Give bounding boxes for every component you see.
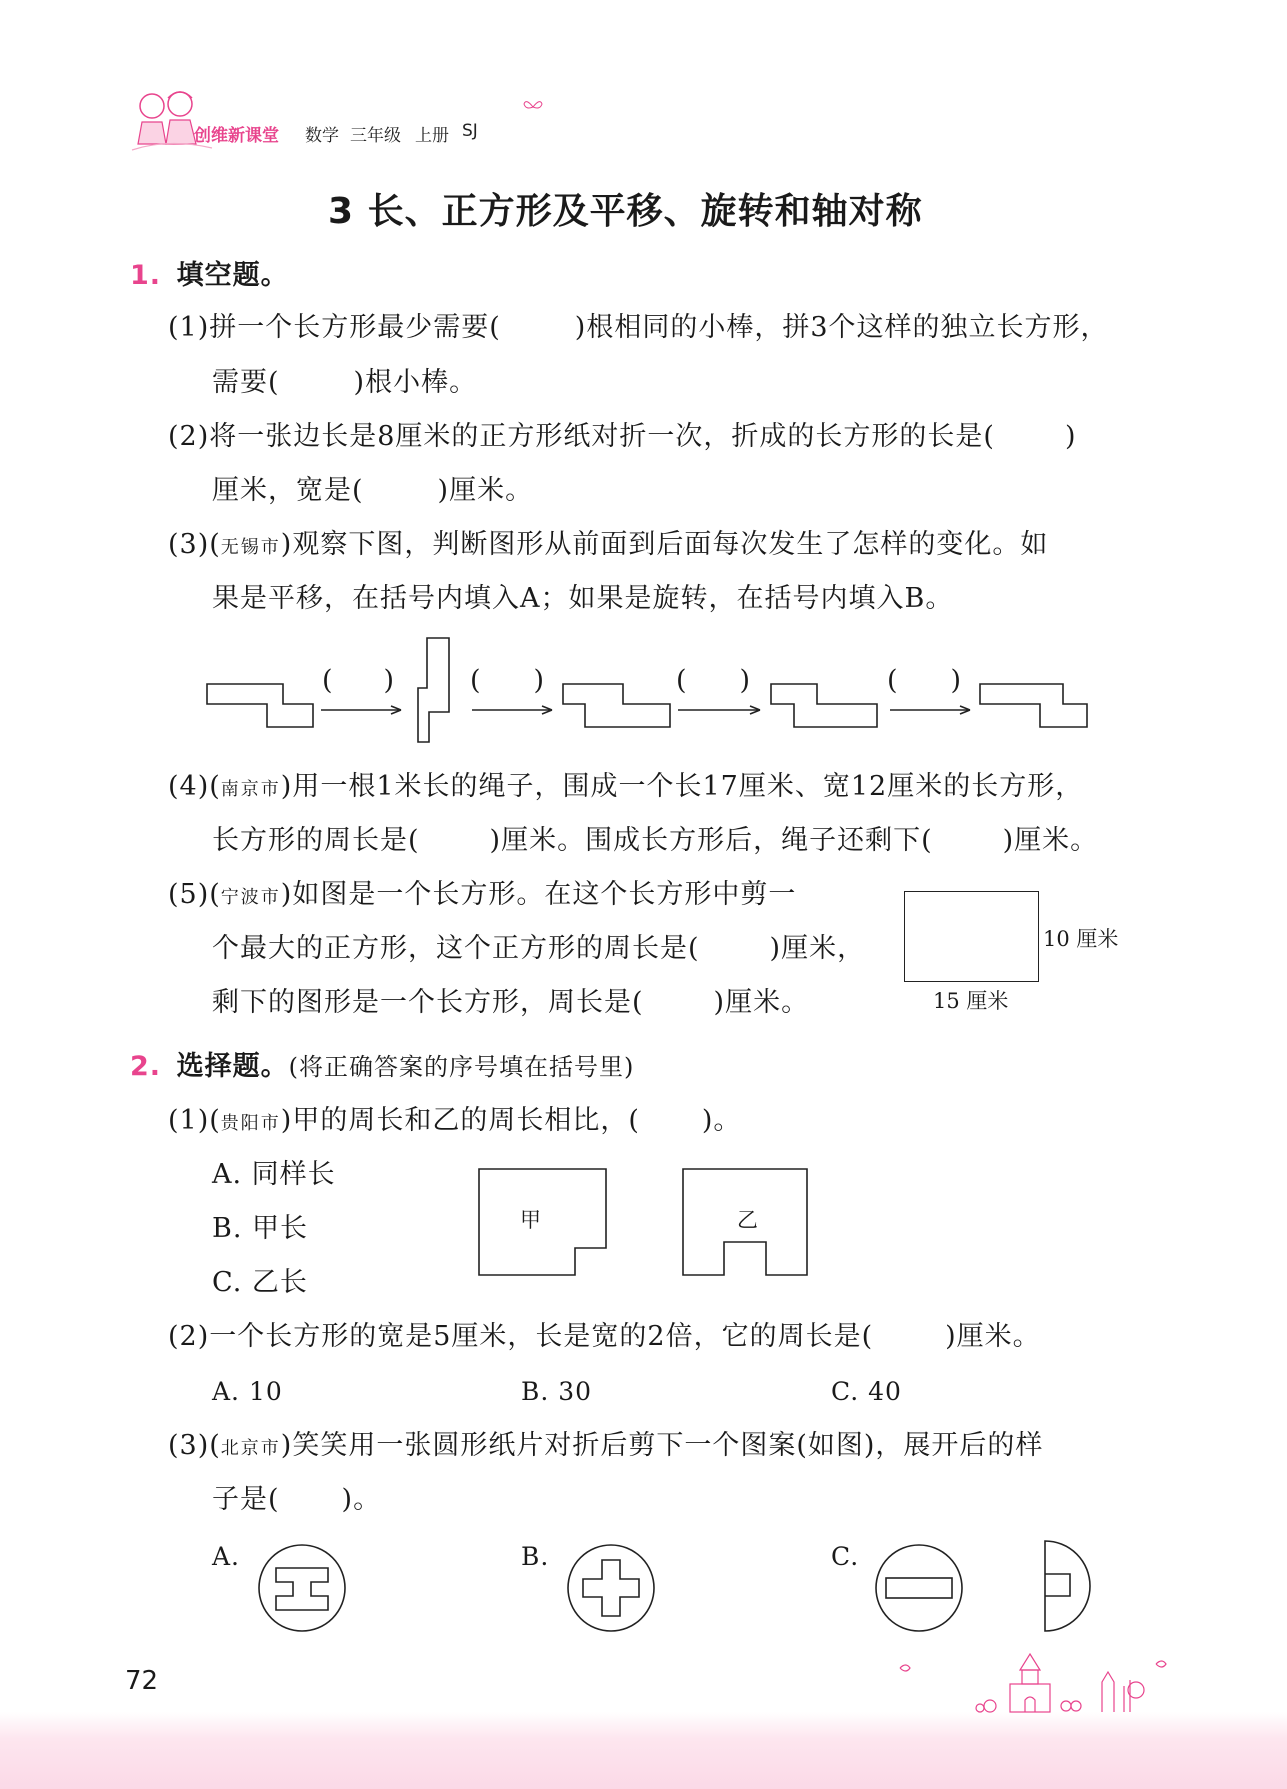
q2-2-line1: (2)一个长方形的宽是5厘米，长是宽的2倍，它的周长是( )厘米。	[168, 1321, 1041, 1352]
q2-2-option-a[interactable]: A. 10	[212, 1377, 283, 1406]
section2-number: 2.	[130, 1051, 162, 1082]
q1-1-line2: 需要( )根小棒。	[212, 367, 478, 398]
option-b-circle-figure[interactable]	[563, 1540, 659, 1636]
section1-title: 填空题。	[176, 260, 289, 291]
q1-2-line2: 厘米，宽是( )厘米。	[212, 475, 534, 506]
section1-heading	[130, 259, 289, 293]
q2-1-option-b[interactable]: B. 甲长	[212, 1213, 309, 1244]
rectangle-figure	[904, 891, 1039, 982]
q2-3-line2: 子是( )。	[212, 1484, 382, 1515]
page-title: 3 长、正方形及平移、旋转和轴对称	[328, 191, 923, 232]
footer-band	[0, 1712, 1287, 1789]
arrow-4-blank[interactable]: ( )	[887, 665, 963, 696]
arrow-1-blank[interactable]: ( )	[322, 665, 396, 696]
section1-number: 1.	[130, 260, 162, 291]
q1-2-line1: (2)将一张边长是8厘米的正方形纸对折一次，折成的长方形的长是( )	[168, 421, 1077, 452]
footer-castle-illustration	[880, 1646, 1170, 1716]
q2-2-option-c[interactable]: C. 40	[831, 1377, 902, 1406]
header-grade: 三年级	[350, 126, 401, 146]
header-subject: 数学	[305, 126, 339, 146]
arrow-3-blank[interactable]: ( )	[676, 665, 752, 696]
source-city: 南京市	[220, 779, 281, 800]
z-shape-3	[563, 684, 670, 727]
q1-5-line1: (5)(宁波市)如图是一个长方形。在这个长方形中剪一	[168, 879, 797, 910]
header-volume: 上册	[415, 126, 449, 146]
q2-3-option-b[interactable]: B.	[521, 1542, 550, 1571]
arrow-2-blank[interactable]: ( )	[470, 665, 546, 696]
q2-3-line1: (3)(北京市)笑笑用一张圆形纸片对折后剪下一个图案(如图)，展开后的样	[168, 1430, 1044, 1461]
q2-1-option-c[interactable]: C. 乙长	[212, 1267, 308, 1298]
q1-3-line1: (3)(无锡市)观察下图，判断图形从前面到后面每次发生了怎样的变化。如	[168, 529, 1049, 560]
section2-title: 选择题。	[176, 1051, 289, 1082]
arrow-4	[890, 706, 970, 714]
z-shape-5	[980, 684, 1087, 727]
shape-jia-figure	[476, 1166, 610, 1278]
q2-3-option-c[interactable]: C.	[831, 1542, 860, 1571]
source-city: 宁波市	[220, 887, 281, 908]
q1-3-line2: 果是平移，在括号内填入A；如果是旋转，在括号内填入B。	[212, 583, 954, 614]
q1-5-line3: 剩下的图形是一个长方形，周长是( )厘米。	[212, 987, 810, 1018]
arrow-2	[472, 706, 552, 714]
section2-heading	[130, 1050, 634, 1084]
q1-4-line2: 长方形的周长是( )厘米。围成长方形后，绳子还剩下( )厘米。	[212, 825, 1099, 856]
z-shape-1	[207, 684, 313, 727]
section2-note: (将正确答案的序号填在括号里)	[288, 1053, 635, 1081]
rectangle-width-label: 10 厘米	[1043, 927, 1119, 951]
header-butterfly-icon	[522, 98, 544, 116]
shape-yi-label: 乙	[737, 1208, 758, 1232]
q2-1-line1: (1)(贵阳市)甲的周长和乙的周长相比，( )。	[168, 1105, 742, 1136]
header-edition: SJ	[462, 121, 478, 141]
source-city: 贵阳市	[220, 1113, 281, 1134]
source-city: 无锡市	[220, 537, 281, 558]
option-a-circle-figure[interactable]	[254, 1540, 350, 1636]
q2-2-option-b[interactable]: B. 30	[521, 1377, 593, 1406]
source-city: 北京市	[220, 1438, 281, 1459]
q2-3-option-a[interactable]: A.	[212, 1542, 241, 1571]
arrow-1	[321, 706, 401, 714]
option-c-circle-figure[interactable]	[871, 1540, 967, 1636]
z-shape-4	[771, 684, 877, 727]
z-shape-2	[418, 638, 449, 742]
q1-5-line2: 个最大的正方形，这个正方形的周长是( )厘米，	[212, 933, 866, 964]
header-brand: 创维新课堂	[194, 126, 279, 146]
q1-1-line1: (1)拼一个长方形最少需要( )根相同的小棒，拼3个这样的独立长方形，	[168, 312, 1109, 343]
shape-jia-label: 甲	[520, 1208, 541, 1232]
arrow-3	[678, 706, 760, 714]
q2-1-option-a[interactable]: A. 同样长	[212, 1159, 336, 1190]
folded-half-circle-figure	[1040, 1536, 1096, 1636]
q1-4-line1: (4)(南京市)用一根1米长的绳子，围成一个长17厘米、宽12厘米的长方形，	[168, 771, 1084, 802]
rectangle-length-label: 15 厘米	[933, 989, 1009, 1013]
page-number: 72	[125, 1666, 159, 1696]
